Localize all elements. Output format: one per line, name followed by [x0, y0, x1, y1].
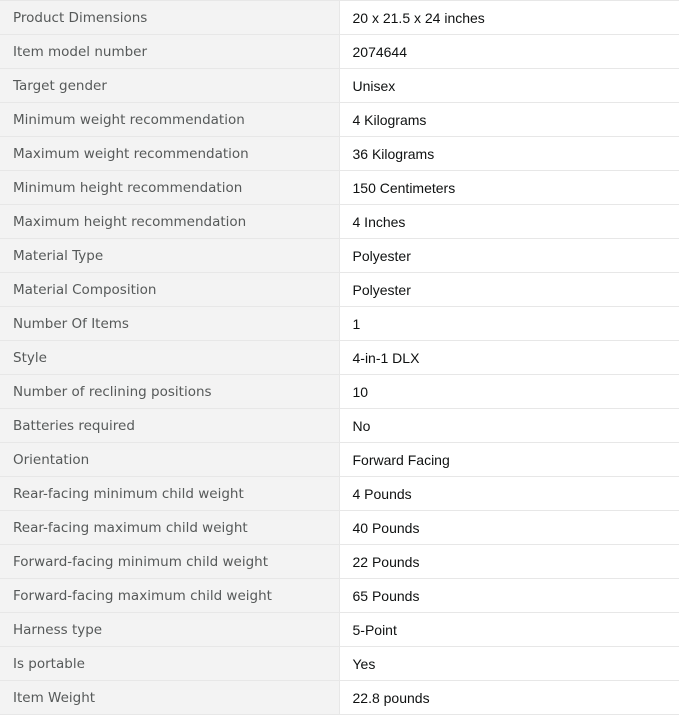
table-row — [0, 681, 679, 715]
table-row — [0, 579, 679, 613]
spec-label: Is portable — [0, 647, 339, 681]
spec-value: 40 Pounds — [339, 511, 679, 545]
table-row — [0, 409, 679, 443]
table-row — [0, 205, 679, 239]
spec-label: Material Type — [0, 239, 339, 273]
spec-value: 4 Kilograms — [339, 103, 679, 137]
table-row — [0, 613, 679, 647]
table-row — [0, 545, 679, 579]
spec-label: Target gender — [0, 69, 339, 103]
spec-value: 1 — [339, 307, 679, 341]
spec-label: Minimum weight recommendation — [0, 103, 339, 137]
spec-value: Unisex — [339, 69, 679, 103]
spec-value: 22 Pounds — [339, 545, 679, 579]
spec-value: No — [339, 409, 679, 443]
spec-value: 4 Inches — [339, 205, 679, 239]
spec-label: Material Composition — [0, 273, 339, 307]
table-row — [0, 69, 679, 103]
spec-label: Item model number — [0, 35, 339, 69]
spec-label: Product Dimensions — [0, 1, 339, 35]
spec-value: Polyester — [339, 239, 679, 273]
spec-value: 22.8 pounds — [339, 681, 679, 715]
table-row — [0, 647, 679, 681]
spec-label: Harness type — [0, 613, 339, 647]
table-row — [0, 341, 679, 375]
table-row — [0, 307, 679, 341]
spec-label: Number Of Items — [0, 307, 339, 341]
spec-label: Maximum weight recommendation — [0, 137, 339, 171]
spec-label: Forward-facing minimum child weight — [0, 545, 339, 579]
spec-value: Yes — [339, 647, 679, 681]
table-row — [0, 171, 679, 205]
table-row — [0, 273, 679, 307]
spec-value: 65 Pounds — [339, 579, 679, 613]
table-row — [0, 103, 679, 137]
spec-label: Item Weight — [0, 681, 339, 715]
spec-label: Number of reclining positions — [0, 375, 339, 409]
spec-value: 4 Pounds — [339, 477, 679, 511]
spec-value: 4-in-1 DLX — [339, 341, 679, 375]
spec-value: 10 — [339, 375, 679, 409]
table-row — [0, 511, 679, 545]
spec-label: Orientation — [0, 443, 339, 477]
spec-label: Forward-facing maximum child weight — [0, 579, 339, 613]
table-row — [0, 443, 679, 477]
table-row — [0, 1, 679, 35]
table-row — [0, 375, 679, 409]
spec-label: Rear-facing maximum child weight — [0, 511, 339, 545]
table-row — [0, 35, 679, 69]
spec-label: Style — [0, 341, 339, 375]
table-row — [0, 137, 679, 171]
table-row — [0, 477, 679, 511]
spec-value: Forward Facing — [339, 443, 679, 477]
spec-label: Maximum height recommendation — [0, 205, 339, 239]
spec-value: 150 Centimeters — [339, 171, 679, 205]
spec-label: Minimum height recommendation — [0, 171, 339, 205]
spec-value: 5-Point — [339, 613, 679, 647]
spec-value: 20 x 21.5 x 24 inches — [339, 1, 679, 35]
spec-value: Polyester — [339, 273, 679, 307]
spec-value: 36 Kilograms — [339, 137, 679, 171]
spec-value: 2074644 — [339, 35, 679, 69]
spec-label: Batteries required — [0, 409, 339, 443]
table-row — [0, 239, 679, 273]
spec-label: Rear-facing minimum child weight — [0, 477, 339, 511]
